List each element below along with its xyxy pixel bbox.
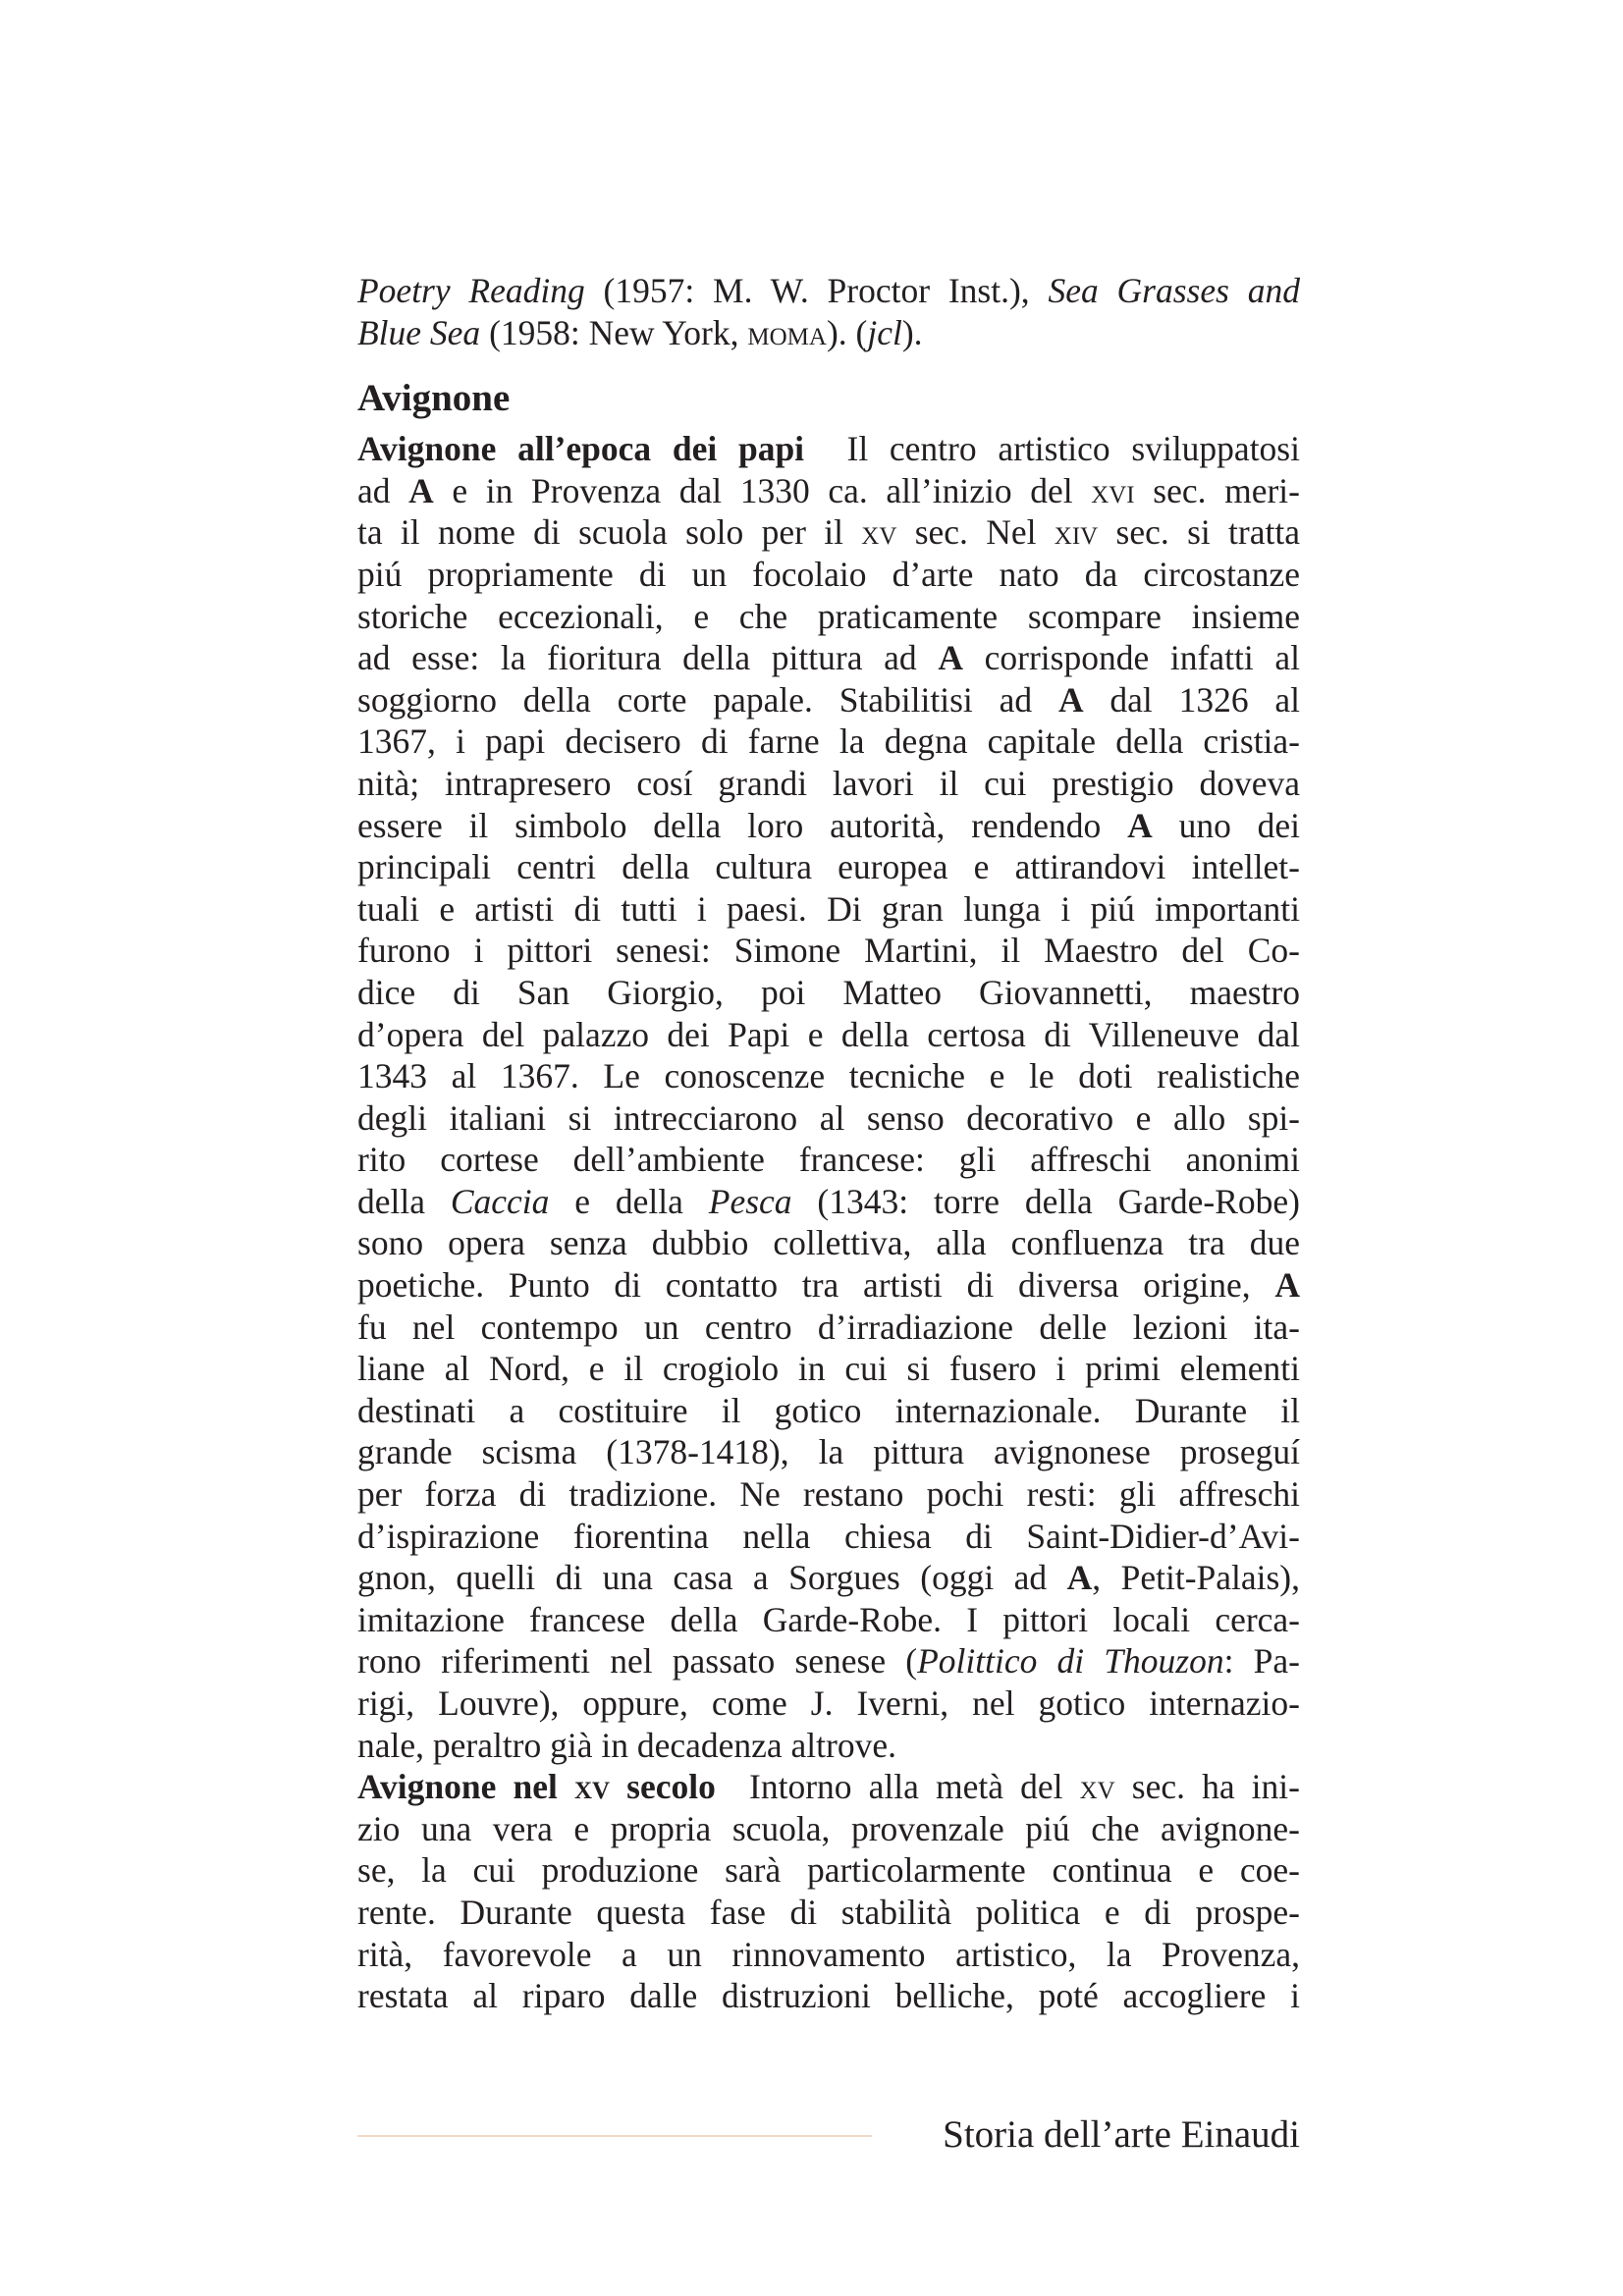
papi-line-21 [357,1264,1300,1307]
xv-line-5: rità, favorevole a un rinnovamento artistico, la Provenza, [357,1934,1300,1974]
papi-line-13: furono i pittori senesi: Simone Martini, il Maestro del Co- [357,931,1300,971]
papi-line-24: destinati a costituire il gotico internazionale. Durante il [357,1390,1300,1430]
abbr-a: A [1057,679,1084,720]
abbr-a: A [1066,1558,1093,1598]
papi-line-27: d’ispirazione fiorentina nella chiesa di Saint-Didier-d’Avi- [357,1516,1300,1556]
subsection-heading [357,1767,716,1806]
century: xv [1079,1767,1115,1807]
xv-line-4: rente. Durante questa fase di stabilità politica e di prospe- [357,1892,1300,1932]
papi-line-17: degli italiani si intrecciarono al senso decorativo e allo spi- [357,1097,1300,1138]
papi-line-29: imitazione francese della Garde-Robe. I pittori locali cerca- [357,1599,1300,1639]
century: xiv [1054,512,1099,553]
text: (1343: torre della Garde-Robe) [791,1181,1300,1221]
text: ). [901,312,923,352]
work-title: Caccia [450,1181,550,1221]
papi-line-1 [357,428,1300,470]
intro-line-1 [357,270,1300,312]
xv-line-2: zio una vera e propria scuola, provenzale piú che avignone- [357,1808,1300,1848]
papi-line-8: 1367, i papi decisero di farne la degna capitale della cristia- [357,721,1300,762]
century: xv [861,512,897,553]
abbr-a: A [938,638,963,678]
papi-line-20: sono opera senza dubbio collettiva, alla confluenza tra due [357,1223,1300,1263]
papi-line-31: rigi, Louvre), oppure, come J. Iverni, nel gotico internazio- [357,1683,1300,1723]
work-title: Sea Grasses and [1048,271,1300,310]
papi-line-23: liane al Nord, e il crogiolo in cui si fusero i primi elementi [357,1349,1300,1389]
papi-line-3 [357,511,1300,554]
text: rono riferimenti nel passato senese ( [357,1641,918,1682]
papi-line-7 [357,679,1300,721]
text: ad [357,470,409,510]
text: : Pa- [1223,1641,1300,1682]
papi-line-25: grande scisma (1378-1418), la pittura avignonese proseguí [357,1432,1300,1472]
work-title: Polittico di Thouzon [917,1641,1224,1682]
text: Intorno alla metà del [715,1767,1080,1807]
text: Avignone nel [357,1767,574,1807]
text: della [357,1181,451,1221]
text: e in Provenza dal 1330 ca. all’inizio del [433,470,1092,510]
text: , Petit-Palais), [1092,1558,1301,1598]
text: uno dei [1152,805,1300,845]
abbr-a: A [408,470,434,510]
century: xvi [1091,470,1135,510]
text: dal 1326 al [1083,679,1300,720]
text: ). ( [826,312,868,352]
xv-line-3: se, la cui produzione sarà particolarmente continua e coe- [357,1850,1300,1891]
work-title: Pesca [708,1181,792,1221]
work-title: Poetry Reading [357,271,585,310]
museum-abbr: moma [747,312,827,352]
papi-line-5: storiche eccezionali, e che praticamente scompare insieme [357,596,1300,636]
footer-text: Storia dell’arte Einaudi [943,2113,1300,2156]
text: gnon, quelli di una casa a Sorgues (oggi ad [357,1558,1067,1598]
papi-line-12: tuali e artisti di tutti i paesi. Di gran lunga i piú importanti [357,888,1300,929]
work-title: Blue Sea [357,312,481,352]
footer-rule [357,2135,872,2137]
xv-line-1 [357,1766,1300,1808]
papi-line-6 [357,637,1300,679]
text: essere il simbolo della loro autorità, rendendo [357,805,1128,845]
text: sec. Nel [896,512,1055,553]
century: xv [573,1767,611,1807]
subsection-heading: Avignone all’epoca dei papi [357,429,805,469]
papi-line-18: rito cortese dell’ambiente francese: gli affreschi anonimi [357,1140,1300,1180]
text: (1957: M. W. Proctor Inst.), [584,271,1049,310]
papi-line-22: fu nel contempo un centro d’irradiazione delle lezioni ita- [357,1307,1300,1347]
papi-line-14: dice di San Giorgio, poi Matteo Giovannetti, maestro [357,972,1300,1012]
text: Il centro artistico sviluppatosi [804,429,1300,469]
papi-line-26: per forza di tradizione. Ne restano pochi resti: gli affreschi [357,1474,1300,1515]
abbr-a: A [1127,805,1153,845]
text: soggiorno della corte papale. Stabilitisi ad [357,679,1058,720]
page-footer [357,2110,1300,2160]
page-body [357,270,1300,2017]
section-title: Avignone [357,377,511,420]
text: sec. meri- [1134,470,1300,510]
xv-line-6: restata al riparo dalle distruzioni belliche, poté accogliere i [357,1976,1300,2016]
papi-line-11: principali centri della cultura europea e attirandovi intellet- [357,847,1300,887]
papi-line-15: d’opera del palazzo dei Papi e della certosa di Villeneuve dal [357,1014,1300,1054]
abbr-a: A [1274,1265,1300,1306]
papi-line-28 [357,1557,1300,1599]
papi-line-9: nità; intrapresero cosí grandi lavori il cui prestigio doveva [357,763,1300,803]
text: corrisponde infatti al [962,638,1300,678]
papi-line-10 [357,805,1300,847]
papi-line-19 [357,1181,1300,1223]
text: secolo [610,1767,716,1807]
intro-line-2 [357,312,1300,354]
papi-line-32: nale, peraltro già in decadenza altrove. [357,1725,896,1765]
text: sec. si tratta [1098,512,1300,553]
text: ad esse: la fioritura della pittura ad [357,638,939,678]
text: poetiche. Punto di contatto tra artisti di diversa origine, [357,1265,1275,1306]
papi-line-2 [357,470,1300,512]
papi-line-30 [357,1640,1300,1682]
text: (1958: New York, [480,312,748,352]
author-initials: jcl [867,312,902,352]
papi-line-16: 1343 al 1367. Le conoscenze tecniche e le doti realistiche [357,1056,1300,1096]
text: ta il nome di scuola solo per il [357,512,862,553]
text: e della [549,1181,709,1221]
text: sec. ha ini- [1114,1767,1300,1807]
papi-line-4: piú propriamente di un focolaio d’arte nato da circostanze [357,554,1300,594]
